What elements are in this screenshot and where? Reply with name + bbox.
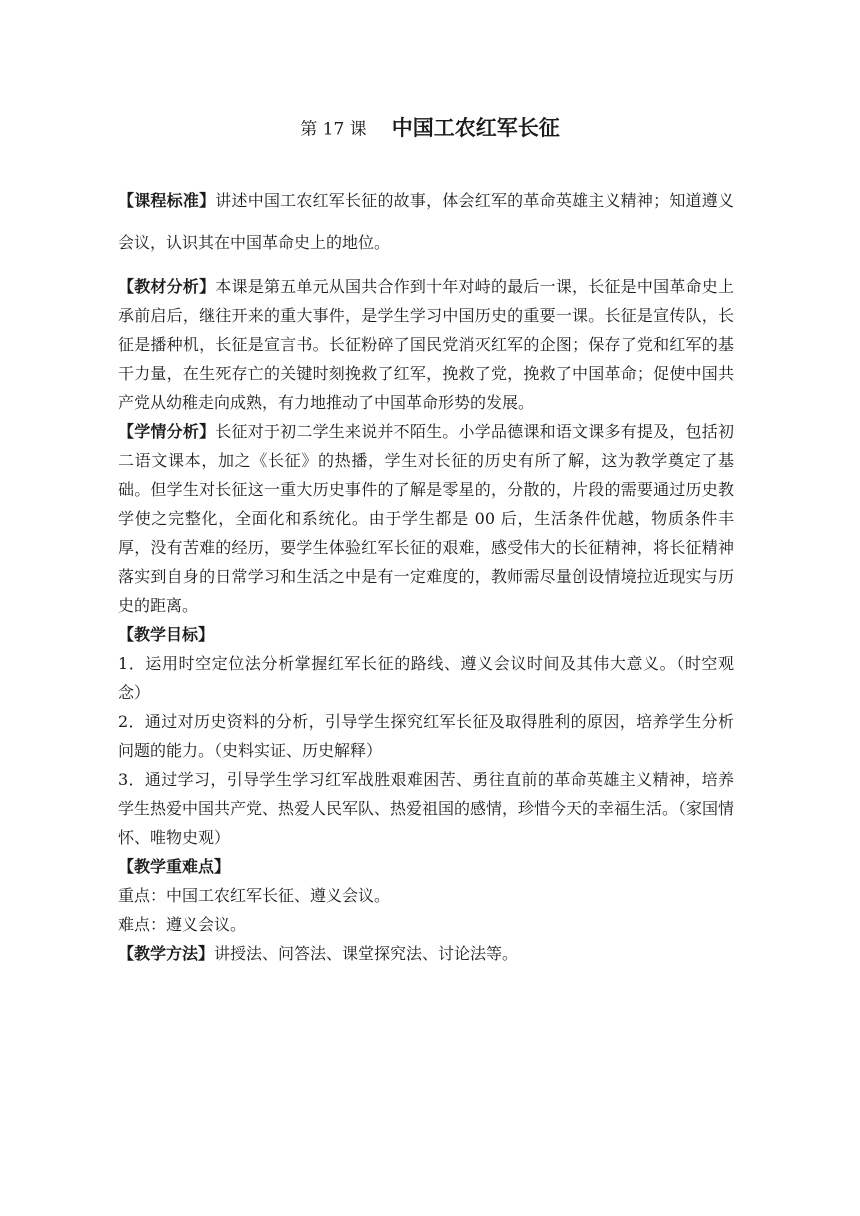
section-tag-methods: 【教学方法】 (118, 944, 215, 963)
teaching-goals-heading (118, 620, 734, 649)
material-analysis-paragraph (118, 272, 734, 417)
curriculum-standard-paragraph (118, 180, 734, 264)
teaching-methods-text: 讲授法、问答法、课堂探究法、讨论法等。 (214, 944, 519, 963)
material-analysis-text: 本课是第五单元从国共合作到十年对峙的最后一课，长征是中国革命史上承前启后，继往开来的重大事件，是学生学习中国历史的重要一课。长征是宣传队，长征是播种机，长征是宣言书。长征粉碎了国民党消灭红军的企图；保存了党和红军的基干力量，在生死存亡的关键时刻挽救了红军，挽救了党，挽救了中国革命；促使中国共产党从幼稚走向成熟，有力地推动了中国革命形势的发展。 (118, 277, 734, 412)
student-analysis-paragraph (118, 417, 734, 620)
section-tag-material: 【教材分析】 (118, 277, 216, 296)
section-tag-standard: 【课程标准】 (118, 191, 216, 210)
teaching-goal-item: 3．通过学习，引导学生学习红军战胜艰难困苦、勇往直前的革命英雄主义精神，培养学生热爱中国共产党、热爱人民军队、热爱祖国的感情，珍惜今天的幸福生活。（家国情怀、唯物史观） (118, 770, 735, 847)
lesson-number: 第 17 课 (300, 119, 367, 140)
teaching-goal-item: 1．运用时空定位法分析掌握红军长征的路线、遵义会议时间及其伟大意义。（时空观念） (118, 654, 734, 702)
key-point-line: 重点：中国工农红军长征、遵义会议。 (118, 886, 391, 905)
key-difficult-heading (118, 852, 734, 881)
section-tag-students: 【学情分析】 (118, 422, 216, 441)
difficult-point-line: 难点：遵义会议。 (118, 915, 247, 934)
teaching-goal-item: 2．通过对历史资料的分析，引导学生探究红军长征及取得胜利的原因，培养学生分析问题的能力。（史料实证、历史解释） (118, 712, 734, 760)
section-tag-keypoints: 【教学重难点】 (118, 857, 231, 876)
teaching-methods-paragraph (118, 939, 734, 968)
document-title (0, 112, 860, 142)
section-tag-goals: 【教学目标】 (118, 625, 215, 644)
curriculum-standard-text: 讲述中国工农红军长征的故事，体会红军的革命英雄主义精神；知道遵义会议，认识其在中国革命史上的地位。 (118, 191, 734, 252)
student-analysis-text: 长征对于初二学生来说并不陌生。小学品德课和语文课多有提及，包括初二语文课本，加之《长征》的热播，学生对长征的历史有所了解，这为教学奠定了基础。但学生对长征这一重大历史事件的了解是零星的，分散的，片段的需要通过历史教学使之完整化，全面化和系统化。由于学生都是 00 后，生活条件优越，物质条件丰厚，没有苦难的经历，要学生体验红军长征的艰难，感受伟大的长征精神，将长征精神落实到自身的日常学习和生活之中是有一定难度的，教师需尽量创设情境拉近现实与历史的距离。 (118, 422, 734, 615)
lesson-name: 中国工农红军长征 (391, 116, 560, 140)
document-body (118, 180, 734, 968)
